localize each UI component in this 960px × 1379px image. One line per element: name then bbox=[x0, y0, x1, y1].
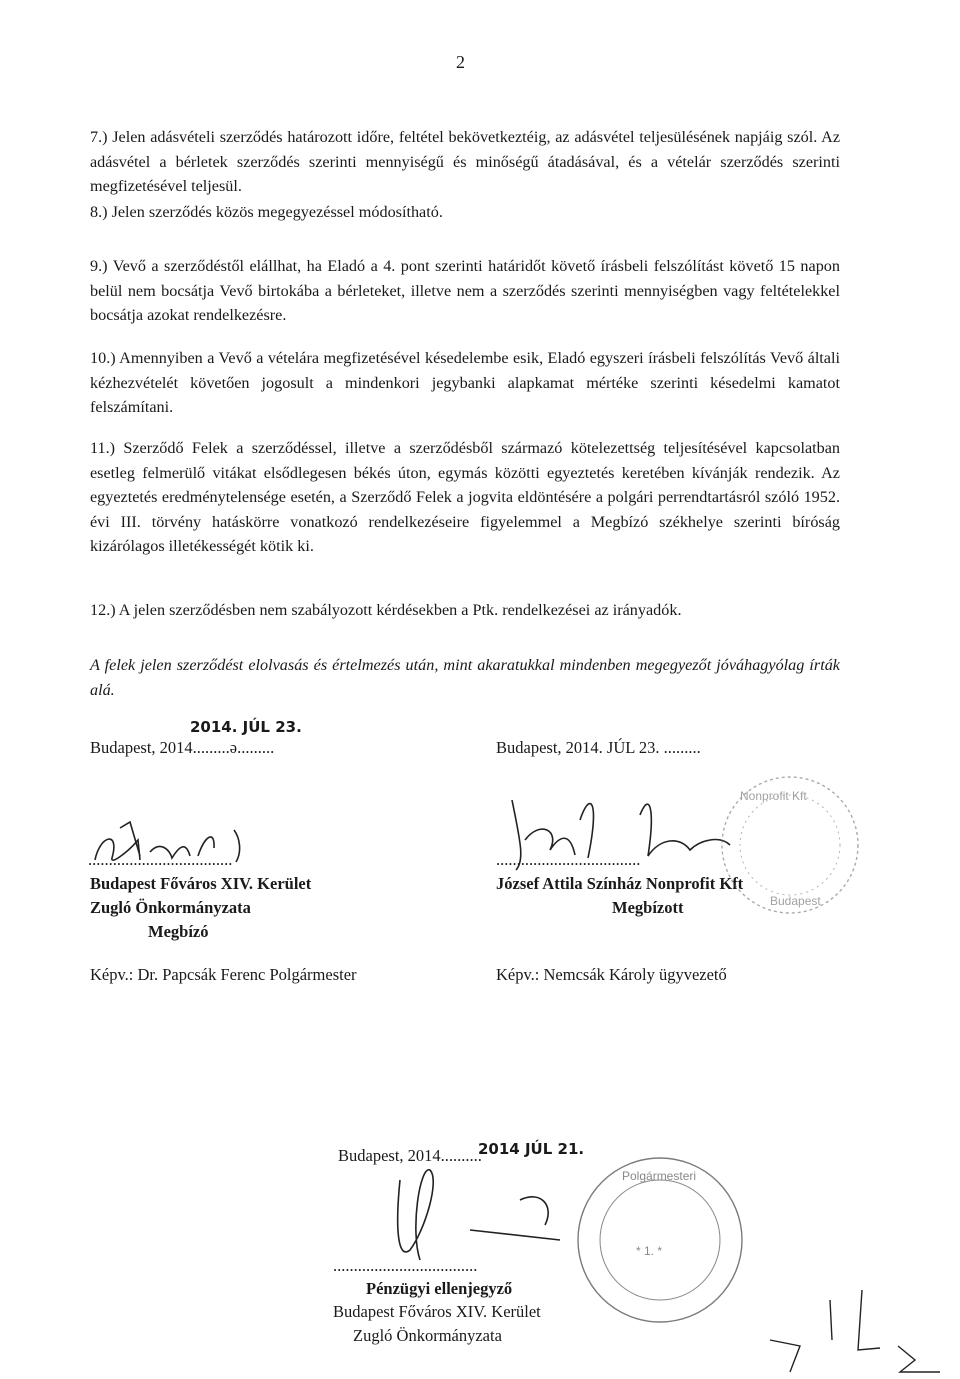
left-party-name: Budapest Főváros XIV. Kerület bbox=[90, 874, 312, 893]
left-party-role: Megbízó bbox=[148, 922, 209, 941]
countersign-signature bbox=[398, 1170, 560, 1260]
right-signature bbox=[512, 800, 730, 870]
closing-statement: A felek jelen szerződést elolvasás és értelmezés után, mint akaratukkal mindenben megegyezőt jóváhagyólag írták alá. bbox=[90, 656, 840, 699]
right-stamp bbox=[722, 777, 858, 913]
left-handwritten-date: 2014. JÚL 23. bbox=[190, 718, 302, 736]
left-date-line: Budapest, 2014.........ǝ......... bbox=[90, 738, 275, 757]
paragraph-12: 12.) A jelen szerződésben nem szabályozott kérdésekben a Ptk. rendelkezései az irányadók. bbox=[90, 601, 682, 619]
paragraph-9: 9.) Vevő a szerződéstől elállhat, ha Eladó a 4. pont szerinti határidőt követő írásbeli felszólítást követő 15 napon belül nem bocsátja Vevő birtokába a bérleteket, illetve nem a szerződés szerinti mennyiségben vagy feltételekkel bocsátja azokat rendelkezésre. bbox=[90, 257, 840, 324]
left-signature bbox=[95, 822, 240, 862]
paragraph-7: 7.) Jelen adásvételi szerződés határozott időre, feltétel bekövetkeztéig, az adásvétel teljesülésének napjáig szól. Az adásvétel a bérletek szerződés szerinti mennyiségű és minőségű átadásával, és a vételár szerződés szerinti megfizetésével teljesül. bbox=[90, 128, 840, 195]
countersign-line-2: Zugló Önkormányzata bbox=[353, 1326, 502, 1345]
countersign-title: Pénzügyi ellenjegyző bbox=[366, 1279, 513, 1298]
bottom-initials bbox=[770, 1290, 940, 1372]
paragraph-10: 10.) Amennyiben a Vevő a vételára megfizetésével késedelembe esik, Eladó egyszeri írásbeli felszólítás Vevő általi kézhezvételét követően jogosult a mindenkori jegybanki alapkamat mértéke szerinti késedelmi kamatot felszámítani. bbox=[90, 349, 840, 416]
countersign-stamp bbox=[578, 1158, 742, 1322]
right-signature-dots: ................................... bbox=[496, 850, 641, 869]
left-party-rep: Képv.: Dr. Papcsák Ferenc Polgármester bbox=[90, 965, 357, 984]
paragraph-11: 11.) Szerződő Felek a szerződéssel, illetve a szerződésből származó kötelezettség teljesítésével kapcsolatban esetleg felmerülő vitákat elsődlegesen békés úton, egymás közötti egyeztetés keretében kívánják rendezik. Az egyeztetés eredménytelensége esetén, a Szerződő Felek a jogvita eldöntésére a polgári perrendtartásról szóló 1952. évi III. törvény hatáskörre vonatkozó rendelkezéseire figyelemmel a Megbízó székhelye szerinti bíróság kizárólagos illetékességét kötik ki. bbox=[90, 439, 840, 555]
right-date-line: Budapest, 2014. JÚL 23. ......... bbox=[496, 738, 701, 757]
left-party-name-2: Zugló Önkormányzata bbox=[90, 898, 251, 917]
countersign-line-1: Budapest Főváros XIV. Kerület bbox=[333, 1302, 541, 1321]
right-stamp-text: Nonprofit Kft bbox=[740, 789, 807, 803]
right-party-name: József Attila Színház Nonprofit Kft bbox=[496, 874, 744, 893]
countersign-stamp-text: Polgármesteri bbox=[622, 1169, 697, 1183]
countersign-stamp-star: * 1. * bbox=[636, 1244, 663, 1258]
countersign-dots: ................................... bbox=[333, 1256, 478, 1275]
right-stamp-text-2: Budapest bbox=[770, 894, 821, 908]
countersign-handwritten-date: 2014 JÚL 21. bbox=[478, 1140, 585, 1158]
countersign-date-line: Budapest, 2014.......... bbox=[338, 1146, 482, 1165]
right-party-role: Megbízott bbox=[612, 898, 684, 917]
paragraph-8: 8.) Jelen szerződés közös megegyezéssel módosítható. bbox=[90, 203, 443, 221]
right-party-rep: Képv.: Nemcsák Károly ügyvezető bbox=[496, 965, 727, 984]
page-number: 2 bbox=[456, 52, 465, 72]
left-signature-dots: ................................... bbox=[88, 850, 233, 869]
